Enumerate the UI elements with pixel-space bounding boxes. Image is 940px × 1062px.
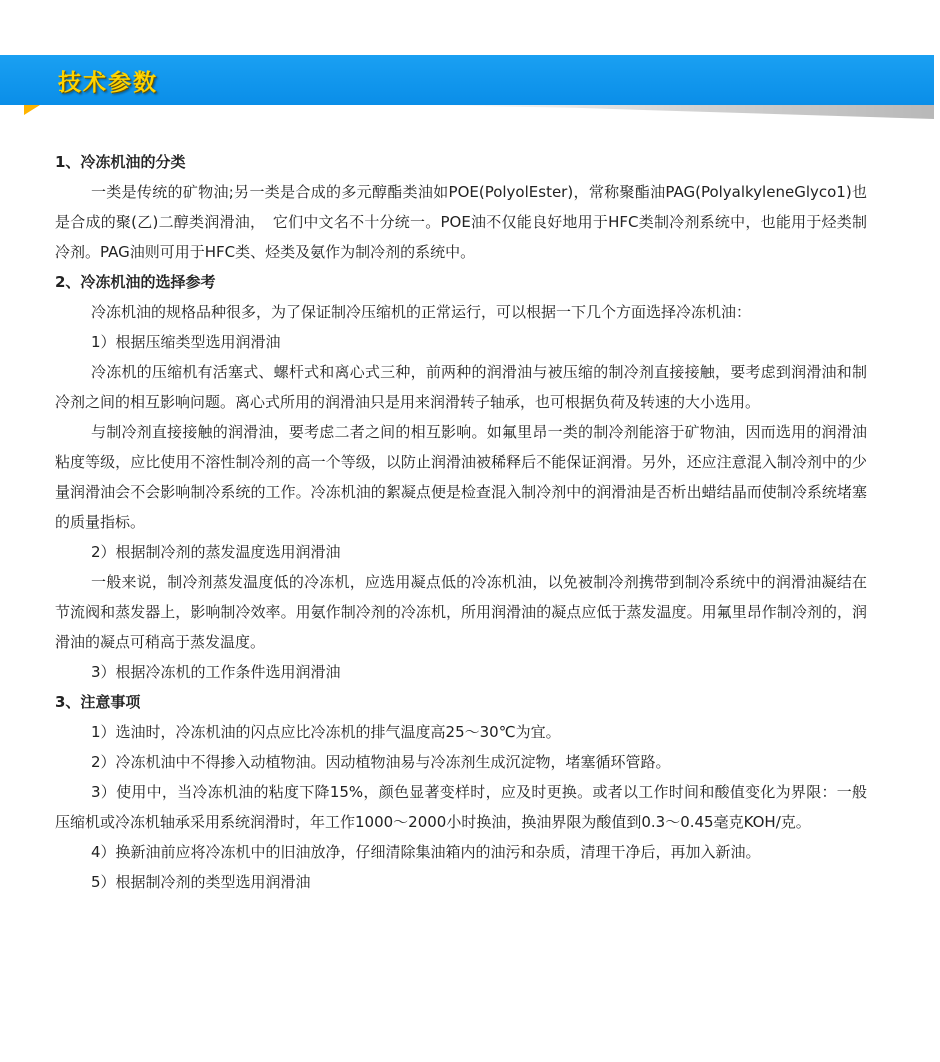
article-body	[55, 147, 867, 897]
header-fold-decoration	[24, 105, 40, 115]
section-header-bar	[0, 55, 934, 105]
precaution-item-1: 1）选油时，冷冻机油的闪点应比冷冻机的排气温度高25～30℃为宜。	[91, 723, 561, 741]
paragraph-oil-types: 一类是传统的矿物油;另一类是合成的多元醇酯类油如POE(PolyolEster)，常称聚酯油PAG(PolyalkyleneGlyco1)也是合成的聚(乙)二醇类润滑油， 它们中文名不十分统一。POE油不仅能良好地用于HFC类制冷剂系统中，也能用于烃类制冷剂。PAG油则可用于HFC类、烃类及氨作为制冷剂的系统中。	[55, 183, 867, 261]
subheading-by-evaporation-temp: 2）根据制冷剂的蒸发温度选用润滑油	[91, 543, 341, 561]
subheading-by-working-conditions: 3）根据冷冻机的工作条件选用润滑油	[91, 663, 341, 681]
header-shadow-decoration	[420, 105, 934, 119]
precaution-item-5: 5）根据制冷剂的类型选用润滑油	[91, 873, 311, 891]
paragraph-compressor-types: 冷冻机的压缩机有活塞式、螺杆式和离心式三种，前两种的润滑油与被压缩的制冷剂直接接触，要考虑到润滑油和制冷剂之间的相互影响问题。离心式所用的润滑油只是用来润滑转子轴承，也可根据负荷及转速的大小选用。	[55, 363, 867, 411]
heading-oil-selection: 2、冷冻机油的选择参考	[55, 273, 216, 291]
heading-oil-classification: 1、冷冻机油的分类	[55, 153, 186, 171]
precaution-item-2: 2）冷冻机油中不得掺入动植物油。因动植物油易与冷冻剂生成沉淀物，堵塞循环管路。	[91, 753, 671, 771]
paragraph-evaporation-temp: 一般来说，制冷剂蒸发温度低的冷冻机，应选用凝点低的冷冻机油，以免被制冷剂携带到制冷系统中的润滑油凝结在节流阀和蒸发器上，影响制冷效率。用氨作制冷剂的冷冻机，所用润滑油的凝点应低于蒸发温度。用氟里昂作制冷剂的，润滑油的凝点可稍高于蒸发温度。	[55, 573, 867, 651]
heading-precautions: 3、注意事项	[55, 693, 141, 711]
subheading-by-compressor-type: 1）根据压缩类型选用润滑油	[91, 333, 281, 351]
paragraph-selection-intro: 冷冻机油的规格品种很多，为了保证制冷压缩机的正常运行，可以根据一下几个方面选择冷冻机油：	[91, 303, 752, 321]
section-title: 技术参数	[58, 70, 158, 96]
precaution-item-4: 4）换新油前应将冷冻机中的旧油放净，仔细清除集油箱内的油污和杂质，清理干净后，再加入新油。	[91, 843, 761, 861]
precaution-item-3: 3）使用中，当冷冻机油的粘度下降15%，颜色显著变样时，应及时更换。或者以工作时间和酸值变化为界限：一般压缩机或冷冻机轴承采用系统润滑时，年工作1000～2000小时换油，换油界限为酸值到0.3～0.45毫克KOH/克。	[55, 783, 867, 831]
paragraph-refrigerant-contact: 与制冷剂直接接触的润滑油，要考虑二者之间的相互影响。如氟里昂一类的制冷剂能溶于矿物油，因而选用的润滑油粘度等级，应比使用不溶性制冷剂的高一个等级，以防止润滑油被稀释后不能保证润滑。另外，还应注意混入制冷剂中的少量润滑油会不会影响制冷系统的工作。冷冻机油的絮凝点便是检查混入制冷剂中的润滑油是否析出蜡结晶而使制冷系统堵塞的质量指标。	[55, 423, 867, 531]
